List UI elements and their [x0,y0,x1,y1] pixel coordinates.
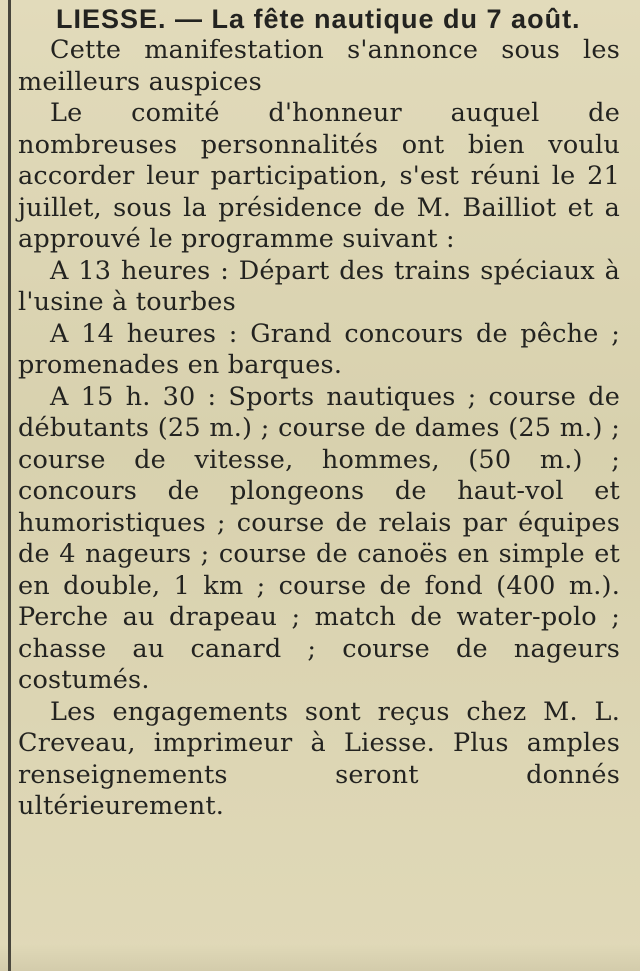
article [18,4,620,823]
paragraph-intro: Cette manifestation s'annonce sous les meilleurs auspices [18,35,620,97]
article-headline: LIESSE. — La fête nautique du 7 août. [56,4,581,34]
paper-shadow [0,944,640,971]
paragraph-registrations: Les engagements sont reçus chez M. L. Creveau, imprimeur à Liesse. Plus amples renseignements seront donnés ultérieurement. [18,696,620,821]
column-rule [8,0,11,971]
schedule-item-15h30: A 15 h. 30 : Sports nautiques ; course de débutants (25 m.) ; course de dames (25 m.) ; course de vitesse, hommes, (50 m.) ; concours de plongeons de haut-vol et humoristiques ; course de relais par équipes de 4 nageurs ; course de canoës en simple et en double, 1 km ; course de fond (400 m.). Perche au drapeau ; match de water-polo ; chasse au canard ; course de nageurs costumés. [18,381,620,695]
schedule-item-14h: A 14 heures : Grand concours de pêche ; promenades en barques. [18,318,620,380]
schedule-item-13h: A 13 heures : Départ des trains spéciaux à l'usine à tourbes [18,255,620,317]
paragraph-committee: Le comité d'honneur auquel de nombreuses personnalités ont bien voulu accorder leur participation, s'est réuni le 21 juillet, sous la présidence de M. Bailliot et a approuvé le programme suivant : [18,98,620,254]
